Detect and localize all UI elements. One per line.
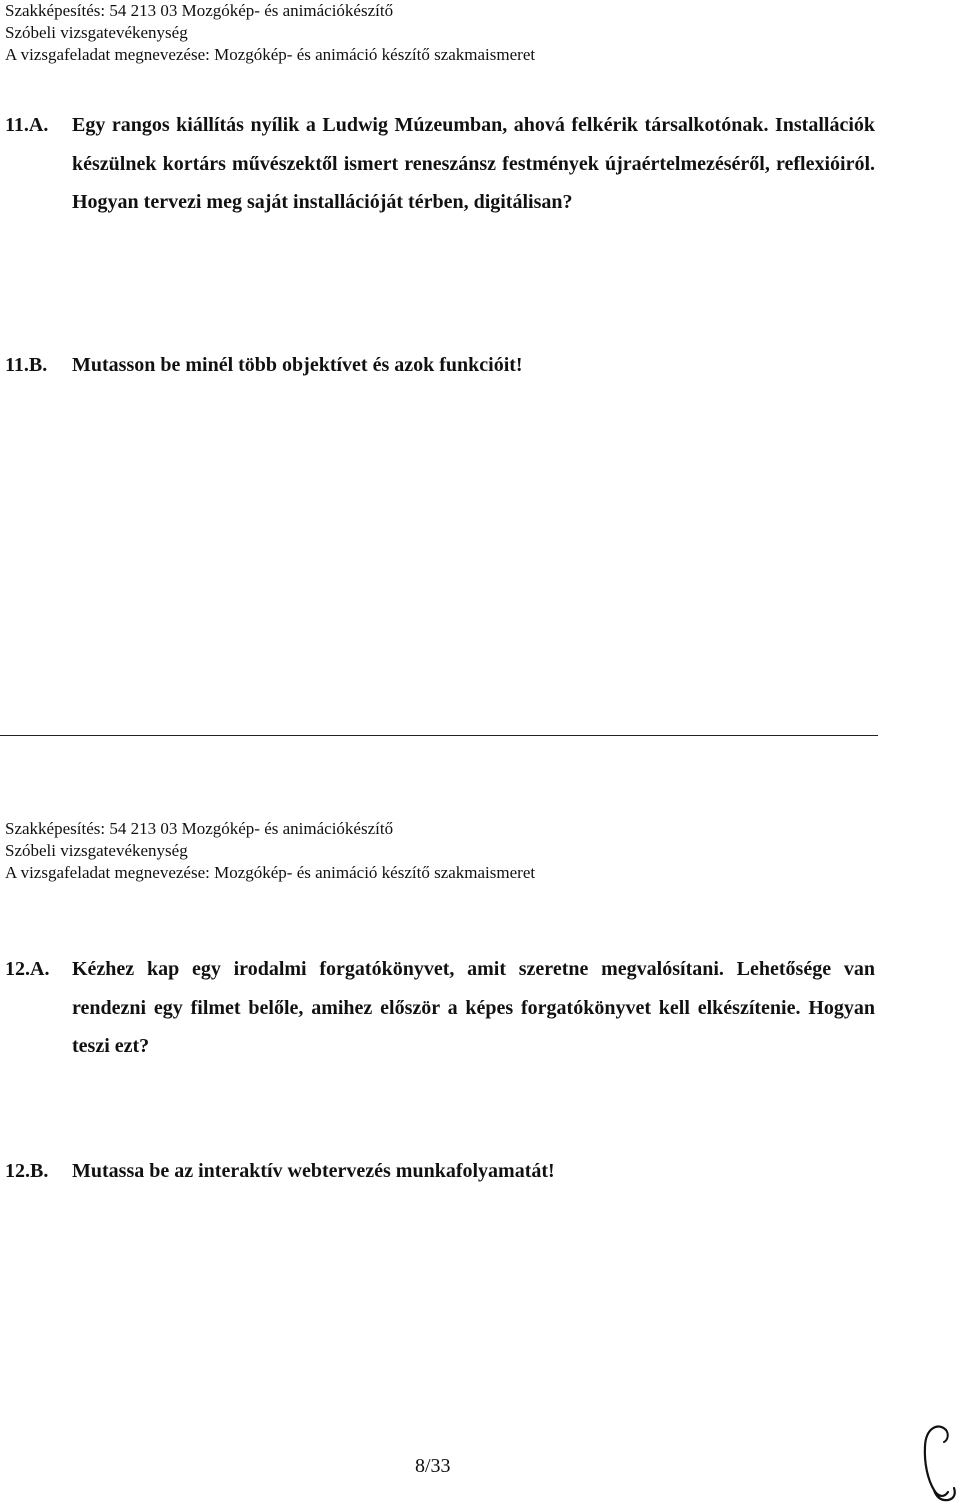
header-exam-type: Szóbeli vizsgatevékenység <box>5 23 188 42</box>
question-number: 12.A. <box>5 958 50 980</box>
header-exam-type: Szóbeli vizsgatevékenység <box>5 841 188 860</box>
question-text: Egy rangos kiállítás nyílik a Ludwig Múzeumban, ahová felkérik társalkotónak. Installációk készülnek kortárs művészektől ismert reneszánsz festmények újraértelmezéséről, reflexióiról. Hogyan tervezi meg saját installációját térben, digitálisan? <box>72 114 875 213</box>
signature-mark <box>918 1418 960 1503</box>
question-11b <box>5 346 875 385</box>
question-12a <box>5 950 875 1066</box>
question-11a <box>5 106 875 222</box>
question-number: 12.B. <box>5 1160 49 1182</box>
question-number: 11.B. <box>5 354 48 376</box>
page-header-top <box>5 0 535 66</box>
question-12b <box>5 1152 875 1191</box>
header-task-name: A vizsgafeladat megnevezése: Mozgókép- és animáció készítő szakmaismeret <box>5 863 536 882</box>
page-header-second <box>5 818 535 884</box>
header-qualification: Szakképesítés: 54 213 03 Mozgókép- és animációkészítő <box>5 819 394 838</box>
question-text: Mutassa be az interaktív webtervezés munkafolyamatát! <box>72 1160 555 1182</box>
page-number: 8/33 <box>415 1455 451 1477</box>
question-text: Kézhez kap egy irodalmi forgatókönyvet, amit szeretne megvalósítani. Lehetősége van rendezni egy filmet belőle, amihez először a képes forgatókönyvet kell elkészítenie. Hogyan teszi ezt? <box>72 958 875 1057</box>
question-number: 11.A. <box>5 114 49 136</box>
header-qualification: Szakképesítés: 54 213 03 Mozgókép- és animációkészítő <box>5 1 394 20</box>
page-separator-line <box>0 735 878 736</box>
question-text: Mutasson be minél több objektívet és azok funkcióit! <box>72 354 523 376</box>
header-task-name: A vizsgafeladat megnevezése: Mozgókép- és animáció készítő szakmaismeret <box>5 45 536 64</box>
